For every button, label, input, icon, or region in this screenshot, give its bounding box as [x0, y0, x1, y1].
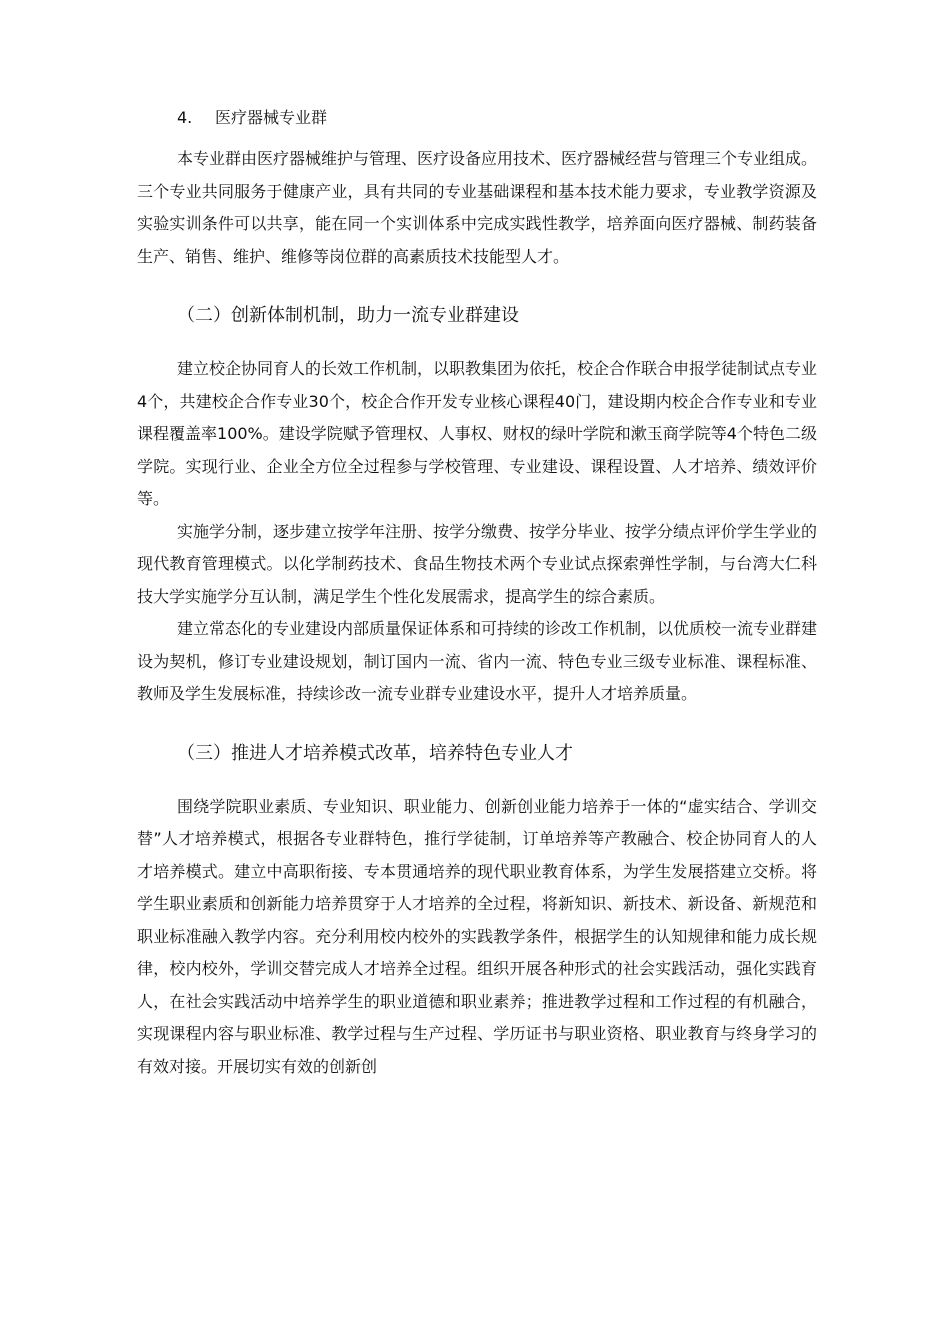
paragraph: 建立校企协同育人的长效工作机制，以职教集团为依托，校企合作联合申报学徒制试点专业4个，共建校企合作专业30个，校企合作开发专业核心课程40门，建设期内校企合作专业和专业课程覆盖率100%。建设学院赋予管理权、人事权、财权的绿叶学院和漱玉商学院等4个特色二级学院。实现行业、企业全方位全过程参与学校管理、专业建设、课程设置、人才培养、绩效评价等。: [137, 359, 818, 508]
paragraph: 本专业群由医疗器械维护与管理、医疗设备应用技术、医疗器械经营与管理三个专业组成。三个专业共同服务于健康产业，具有共同的专业基础课程和基本技术能力要求，专业教学资源及实验实训条件可以共享，能在同一个实训体系中完成实践性教学，培养面向医疗器械、制药装备生产、销售、维护、维修等岗位群的高素质技术技能型人才。: [137, 149, 818, 266]
spacer: [137, 711, 817, 725]
section-heading: （二）创新体制机制，助力一流专业群建设: [177, 305, 519, 326]
paragraph: 实施学分制，逐步建立按学年注册、按学分缴费、按学分毕业、按学分绩点评价学生学业的现代教育管理模式。以化学制药技术、食品生物技术两个专业试点探索弹性学制，与台湾大仁科技大学实施学分互认制，满足学生个性化发展需求，提高学生的综合素质。: [137, 521, 818, 606]
paragraph: 建立常态化的专业建设内部质量保证体系和可持续的诊改工作机制，以优质校一流专业群建设为契机，修订专业建设规划，制订国内一流、省内一流、特色专业三级专业标准、课程标准、教师及学生发展标准，持续诊改一流专业群专业建设水平，提升人才培养质量。: [137, 619, 818, 703]
list-item-heading: [137, 100, 817, 136]
spacer: [137, 136, 817, 143]
spacer: [137, 273, 817, 287]
paragraph: 围绕学院职业素质、专业知识、职业能力、创新创业能力培养于一体的“虚实结合、学训交替”人才培养模式，根据各专业群特色，推行学徒制，订单培养等产教融合、校企协同育人的人才培养模式。建立中高职衔接、专本贯通培养的现代职业教育体系，为学生发展搭建立交桥。将学生职业素质和创新能力培养贯穿于人才培养的全过程，将新知识、新技术、新设备、新规范和职业标准融入教学内容。充分利用校内校外的实践教学条件，根据学生的认知规律和能力成长规律，校内校外，学训交替完成人才培养全过程。组织开展各种形式的社会实践活动，强化实践育人，在社会实践活动中培养学生的职业道德和职业素养；推进教学过程和工作过程的有机融合，实现课程内容与职业标准、教学过程与生产过程、学历证书与职业资格、职业教育与终身学习的有效对接。开展切实有效的创新创: [137, 796, 817, 1076]
document-body: [137, 100, 817, 1083]
list-item-title: 医疗器械专业群: [215, 108, 328, 127]
section-heading: （三）推进人才培养模式改革，培养特色专业人才: [177, 742, 573, 764]
list-item-number: 4.: [177, 108, 193, 127]
